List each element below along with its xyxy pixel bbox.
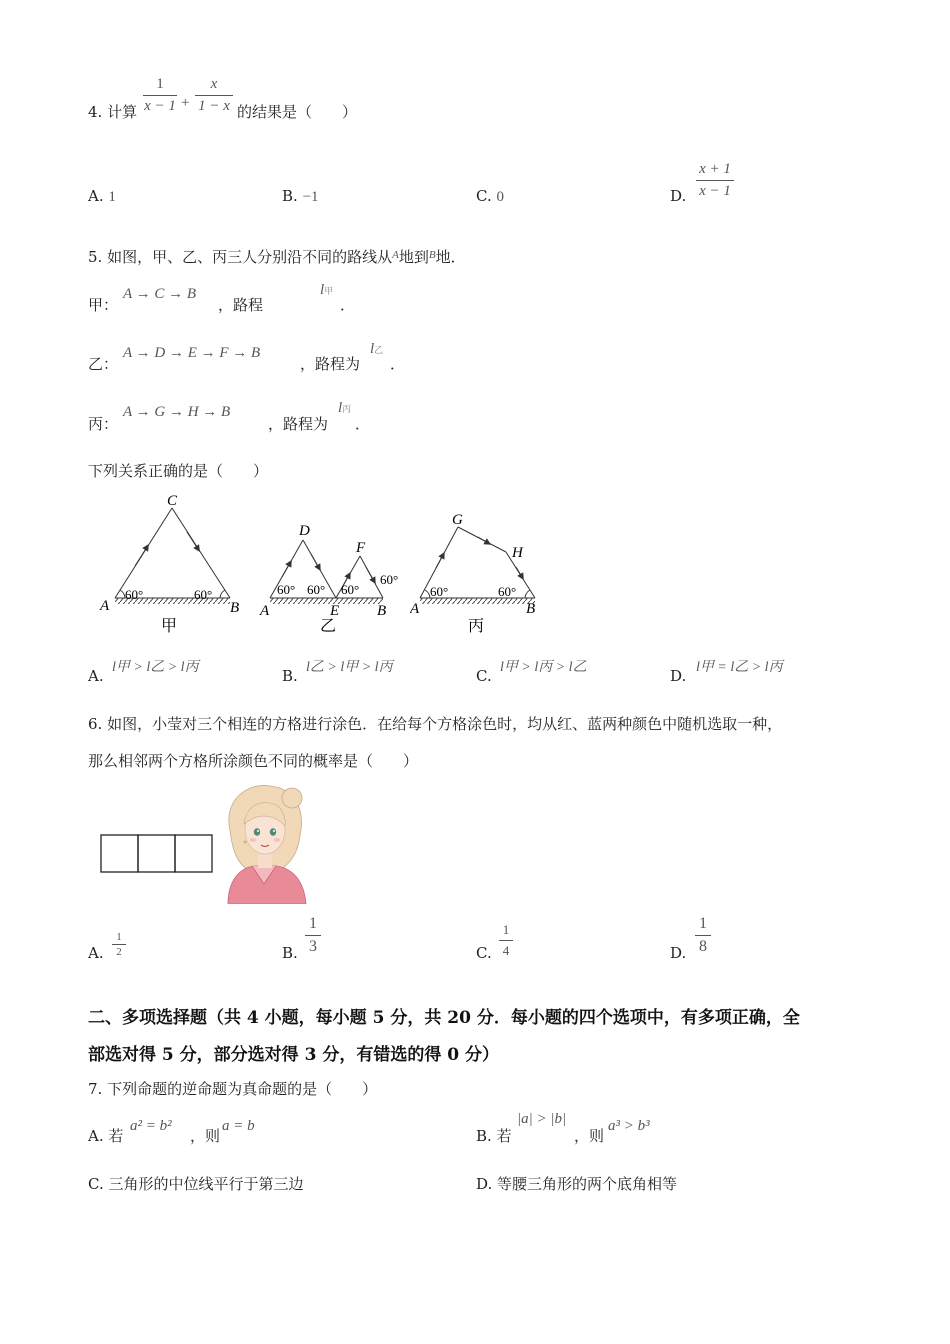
- q4-option-c: C. 0: [476, 187, 504, 205]
- caption-bing: 丙: [468, 618, 485, 635]
- q7-option-a: A. 若: [88, 1127, 124, 1145]
- label-G: G: [452, 512, 463, 528]
- q4-option-d-fraction: $\frac{x + 1}{x - 1}$: [696, 161, 734, 200]
- q7-option-a-cond: a² = b²: [130, 1118, 172, 1134]
- label-E: E: [330, 603, 340, 619]
- label-B2: B: [377, 603, 387, 619]
- svg-text:60°: 60°: [380, 572, 399, 587]
- label-C: C: [167, 493, 178, 509]
- svg-text:60°: 60°: [341, 582, 360, 597]
- q5-jia-line: 甲：: [88, 296, 119, 314]
- q5-option-b-expr: l乙 > l甲 > l丙: [306, 660, 393, 675]
- q5-bing-text: ，路程为: [268, 415, 329, 433]
- q6-line-1: 6. 如图，小莹对三个相连的方格进行涂色．在给每个方格涂色时，均从红、蓝两种颜色中随机选取一种，: [88, 715, 783, 733]
- q6-option-a-fraction: $\frac{1}{2}$: [112, 931, 126, 958]
- q6-option-d: D.: [670, 944, 687, 962]
- section2-heading-line-2: 部选对得 5 分，部分选对得 3 分，有错选的得 0 分）: [88, 1045, 499, 1065]
- caption-jia: 甲: [161, 618, 178, 635]
- figure-bing: [410, 505, 545, 645]
- label-B3: B: [526, 601, 536, 617]
- label-D: D: [299, 523, 310, 539]
- q5-option-a: A.: [88, 667, 104, 685]
- q7-stem: 7. 下列命题的逆命题为真命题的是（ ）: [88, 1080, 378, 1098]
- q4-stem: 4. 计算: [88, 103, 138, 121]
- q5-bing-label: 丙：: [88, 415, 119, 433]
- svg-text:60°: 60°: [307, 582, 326, 597]
- q5-option-d-expr: l甲 = l乙 > l丙: [696, 660, 783, 675]
- q4-option-d: D.: [670, 187, 687, 205]
- q5-option-c-expr: l甲 > l丙 > l乙: [500, 660, 587, 675]
- section2-heading-line-1: 二、多项选择题（共 4 小题，每小题 5 分，共 20 分．每小题的四个选项中，有多项正确，全: [88, 1008, 800, 1028]
- q4-option-b: B. −1: [282, 187, 319, 205]
- svg-text:60°: 60°: [430, 584, 449, 599]
- q4-prefix: 计算: [107, 103, 138, 121]
- angle-60-b: 60°: [194, 587, 213, 602]
- q5-yi-text: ，路程为: [300, 355, 361, 373]
- q7-option-b-result: a³ > b³: [608, 1118, 650, 1134]
- q6-option-b: B.: [282, 944, 298, 962]
- q5-jia-l: l甲: [320, 282, 334, 298]
- q5-option-d: D.: [670, 667, 687, 685]
- q6-option-a: A.: [88, 944, 104, 962]
- q7-option-a-result: a = b: [222, 1118, 255, 1134]
- q5-bing-path: A → G → H → B: [123, 404, 231, 420]
- label-B1: B: [230, 600, 240, 616]
- q5-yi-l: l乙: [370, 341, 384, 357]
- q4-suffix: 的结果是（ ）: [237, 103, 358, 121]
- girl-illustration: [218, 780, 313, 904]
- svg-text:60°: 60°: [277, 582, 296, 597]
- square-3: [175, 835, 212, 872]
- q4-option-a: A. 1: [88, 187, 116, 205]
- q6-option-c-fraction: $\frac{1}{4}$: [499, 922, 513, 959]
- q5-bing-l: l丙: [338, 400, 352, 416]
- svg-text:60°: 60°: [498, 584, 517, 599]
- label-A2: A: [260, 603, 270, 619]
- q7-option-d: D. 等腰三角形的两个底角相等: [476, 1175, 678, 1193]
- q5-option-a-expr: l甲 > l乙 > l丙: [112, 660, 199, 675]
- q5-figure: [95, 488, 425, 643]
- q6-option-b-fraction: $\frac{1}{3}$: [305, 915, 321, 956]
- q7-option-b-cond: |a| > |b|: [517, 1111, 567, 1127]
- q5-option-b: B.: [282, 667, 298, 685]
- q7-option-c: C. 三角形的中位线平行于第三边: [88, 1175, 304, 1193]
- q6-option-d-fraction: $\frac{1}{8}$: [695, 915, 711, 956]
- label-H: H: [512, 545, 523, 561]
- q5-stem: 5. 如图，甲、乙、丙三人分别沿不同的路线从$^A$地到$^B$地．: [88, 248, 466, 266]
- q5-jia-path: A → C → B: [123, 286, 197, 302]
- q5-jia-text: ，路程: [218, 296, 264, 314]
- q4-fraction-1: $\frac{1}{x - 1}$: [144, 76, 176, 114]
- q6-three-squares: [100, 834, 215, 874]
- q4-plus: +: [181, 95, 190, 111]
- square-1: [101, 835, 138, 872]
- angle-60-a: 60°: [125, 587, 144, 602]
- figure-yi: [259, 523, 398, 635]
- q4-fraction-2: $\frac{x}{1 - x}$: [195, 76, 233, 115]
- q6-option-c: C.: [476, 944, 492, 962]
- q5-question: 下列关系正确的是（ ）: [88, 462, 269, 480]
- label-F: F: [356, 540, 366, 556]
- label-A1: A: [100, 598, 110, 614]
- q7-option-b: B. 若: [476, 1127, 512, 1145]
- square-2: [138, 835, 175, 872]
- q5-yi-label: 乙：: [88, 355, 119, 373]
- caption-yi: 乙: [320, 618, 337, 635]
- label-A3: A: [410, 601, 420, 617]
- q5-yi-path: A → D → E → F → B: [123, 345, 261, 361]
- q5-option-c: C.: [476, 667, 492, 685]
- figure-jia: [99, 493, 239, 635]
- q6-line-2: 那么相邻两个方格所涂颜色不同的概率是（ ）: [88, 752, 419, 770]
